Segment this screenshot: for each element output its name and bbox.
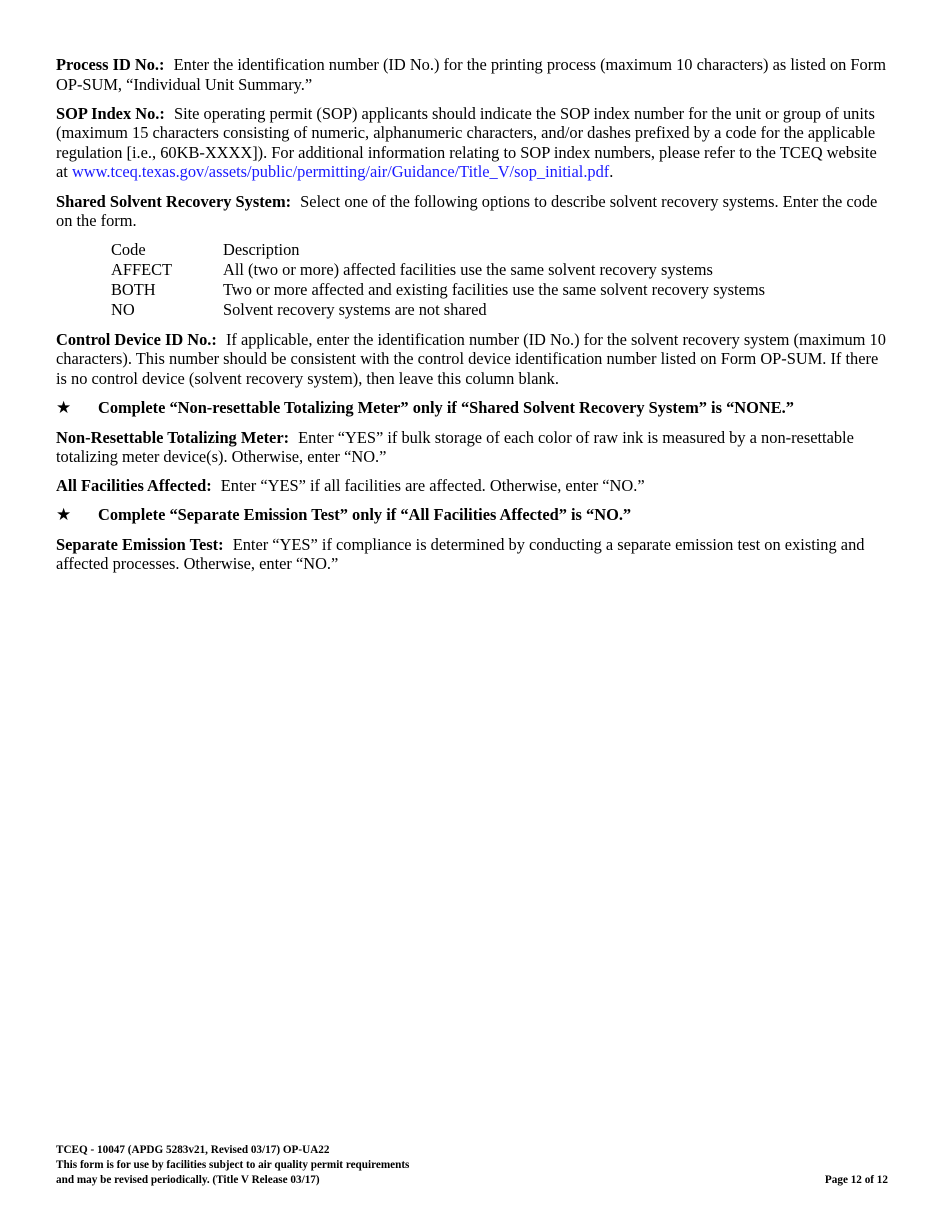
- page-number: Page 12 of 12: [824, 1174, 888, 1186]
- note-totalizing-meter: [56, 398, 892, 418]
- page-footer: [56, 1143, 888, 1188]
- all-facilities-label: All Facilities Affected:: [56, 476, 212, 496]
- note-text: Complete “Separate Emission Test” only if “All Facilities Affected” is “NO.”: [98, 505, 632, 525]
- separate-emission-text: Enter “YES” if compliance is determined by conducting a separate emission test on existing and affected processes. Otherwise, enter “NO.”: [56, 534, 865, 574]
- note-separate-emission: [56, 505, 892, 525]
- sop-index-text: Site operating permit (SOP) applicants should indicate the SOP index number for the unit or group of units (maximum 15 characters consisting of numeric, alphanumeric characters, and/or dashes prefixed by a code for the applicable regulation [i.e., 60KB-XXXX]). For additional information relating to SOP index numbers, please refer to the TCEQ website at: [56, 103, 877, 182]
- control-device-label: Control Device ID No.:: [56, 329, 217, 349]
- totalizing-meter-paragraph: [56, 428, 892, 467]
- note-text: Complete “Non-resettable Totalizing Meter” only if “Shared Solvent Recovery System” is “NONE.”: [98, 398, 794, 418]
- totalizing-meter-label: Non-Resettable Totalizing Meter:: [56, 427, 290, 447]
- all-facilities-paragraph: [56, 476, 892, 496]
- code-table: [111, 240, 765, 320]
- control-device-text: If applicable, enter the identification number (ID No.) for the solvent recovery system (maximum 10 characters). This number should be consistent with the control device identification number listed on Form OP-SUM. If there is no control device (solvent recovery system), then leave this column blank.: [56, 329, 886, 388]
- sop-index-after-link: .: [609, 162, 614, 182]
- shared-solvent-text: Select one of the following options to describe solvent recovery systems. Enter the code on the form.: [56, 191, 878, 231]
- star-icon: ★: [56, 505, 72, 526]
- table-row: [111, 300, 765, 320]
- sop-index-paragraph: [56, 104, 892, 182]
- process-id-text: Enter the identification number (ID No.) for the printing process (maximum 10 characters) as listed on Form OP-SUM, “Individual Unit Summary.”: [56, 55, 886, 94]
- code-cell: BOTH: [111, 280, 156, 300]
- footer-form-id: TCEQ - 10047 (APDG 5283v21, Revised 03/17) OP-UA22: [56, 1144, 330, 1156]
- document-body: [56, 55, 892, 584]
- shared-solvent-label: Shared Solvent Recovery System:: [56, 191, 292, 211]
- description-cell: Two or more affected and existing facilities use the same solvent recovery systems: [223, 280, 766, 300]
- all-facilities-text: Enter “YES” if all facilities are affected. Otherwise, enter “NO.”: [220, 476, 645, 496]
- control-device-paragraph: [56, 330, 892, 389]
- footer-revision-note: and may be revised periodically. (Title V Release 03/17): [56, 1174, 320, 1186]
- table-row: [111, 280, 765, 300]
- process-id-label: Process ID No.:: [56, 55, 165, 74]
- separate-emission-label: Separate Emission Test:: [56, 534, 224, 554]
- description-column-header: Description: [223, 240, 300, 260]
- sop-index-link[interactable]: www.tceq.texas.gov/assets/public/permitting/air/Guidance/Title_V/sop_initial.pdf: [71, 162, 610, 182]
- description-cell: All (two or more) affected facilities use the same solvent recovery systems: [223, 260, 713, 280]
- sop-index-label: SOP Index No.:: [56, 103, 165, 123]
- table-row: [111, 260, 765, 280]
- star-icon: ★: [56, 398, 72, 419]
- description-cell: Solvent recovery systems are not shared: [223, 300, 487, 320]
- separate-emission-paragraph: [56, 535, 892, 574]
- code-table-header: [111, 240, 765, 260]
- totalizing-meter-text: Enter “YES” if bulk storage of each color of raw ink is measured by a non-resettable totalizing meter device(s). Otherwise, enter “NO.”: [56, 427, 854, 467]
- shared-solvent-paragraph: [56, 192, 892, 231]
- code-cell: AFFECT: [111, 260, 173, 280]
- code-column-header: Code: [111, 240, 146, 260]
- footer-usage-note: This form is for use by facilities subject to air quality permit requirements: [56, 1159, 410, 1171]
- code-cell: NO: [111, 300, 135, 320]
- process-id-paragraph: [56, 55, 892, 94]
